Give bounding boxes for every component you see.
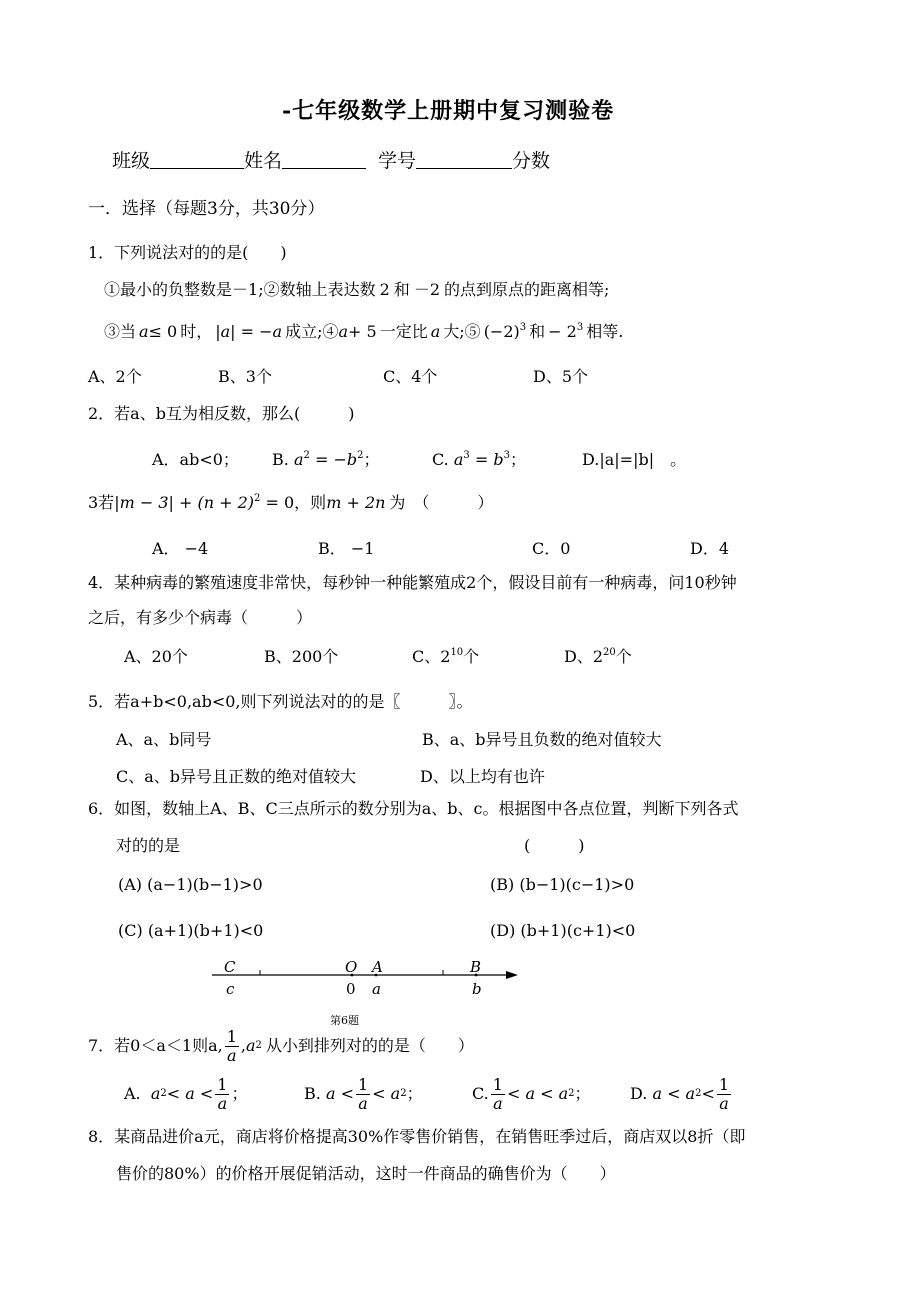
math-var: a: [246, 1036, 256, 1055]
q7-text: ,: [240, 1036, 246, 1055]
question-8-stem-line2: 售价的80%）的价格开展促销活动，这时一件商品的确售价为（ ）: [116, 1164, 616, 1183]
q6-option-c[interactable]: (C) (a+1)(b+1)<0: [118, 921, 264, 940]
option-text: D、2: [564, 647, 604, 666]
math-expr: a < a: [652, 1084, 696, 1103]
question-1-stem: 1．下列说法对的的是( ): [88, 243, 287, 262]
math-expr: <: [701, 1084, 715, 1103]
punct: ；: [574, 1084, 591, 1103]
option-label: B.: [304, 1084, 321, 1103]
q7-option-d[interactable]: D. a < a 2 < $\frac{1}{a}$: [630, 1074, 730, 1113]
question-5-stem: 5．若a+b<0,ab<0,则下列说法对的的是〖 〗。: [88, 692, 473, 711]
q1-math: －2: [413, 280, 440, 299]
option-text: C、2: [412, 647, 451, 666]
class-label: 班级: [112, 150, 151, 172]
q1-text: 一定比: [379, 322, 428, 341]
exponent: 20: [603, 647, 616, 658]
value-0-label: 0: [346, 980, 356, 998]
q3-text: 为 （ ）: [389, 493, 494, 512]
denominator: a: [217, 1093, 228, 1113]
class-blank[interactable]: [150, 150, 244, 169]
math-expr: a <: [325, 1084, 354, 1103]
question-1-statements-a: [104, 279, 609, 301]
exponent: 10: [450, 647, 464, 658]
q1-text: 大;⑤: [443, 322, 481, 341]
q4-option-d[interactable]: [564, 646, 632, 668]
option-label: B.: [272, 450, 289, 469]
question-4-stem-line1: 4．某种病毒的繁殖速度非常快，每秒钟一种能繁殖成2个，假设目前有一种病毒，问10秒钟: [88, 573, 737, 592]
q3-text: 3若: [88, 493, 115, 512]
q1-text: 的点到原点的距离相等;: [444, 280, 610, 299]
exponent: 3: [463, 450, 470, 461]
q1-math: − 2: [548, 322, 577, 341]
option-text: 个: [615, 647, 632, 666]
numerator: 1: [226, 1026, 237, 1046]
exponent: 3: [503, 450, 510, 461]
figure-caption-clip: [330, 1014, 390, 1027]
q1-math: a: [338, 322, 349, 341]
q1-exponent: 3: [519, 322, 527, 333]
math-expr: a: [150, 1084, 161, 1103]
q3-math: m + 2n: [326, 493, 386, 512]
q1-exponent: 3: [576, 322, 584, 333]
q2-option-a[interactable]: A．ab<0；: [152, 450, 239, 469]
figure-caption: 第6题: [330, 1014, 359, 1027]
option-label: C.: [472, 1084, 489, 1103]
name-label: 姓名: [244, 150, 283, 172]
q7-option-a[interactable]: A. a 2 < a < $\frac{1}{a}$ ；: [124, 1074, 248, 1113]
q1-option-b[interactable]: B、3个: [218, 367, 272, 386]
exponent: 2: [303, 450, 310, 461]
numerator: 1: [492, 1074, 503, 1094]
fraction-1-over-a: [491, 1076, 505, 1113]
denominator: a: [227, 1045, 237, 1065]
q7-text: 7．若0＜a＜1则a,: [88, 1036, 223, 1055]
question-4-stem-line2: 之后，有多少个病毒（ ）: [88, 608, 313, 627]
option-label: D.: [630, 1084, 648, 1103]
math-var: a: [293, 450, 304, 469]
point-c-label: C: [224, 958, 236, 976]
fraction-1-over-a: [356, 1076, 370, 1113]
value-a-label: a: [372, 980, 381, 998]
value-c-label: c: [226, 980, 235, 998]
q1-text: 相等.: [586, 322, 624, 341]
option-text: 个: [463, 647, 480, 666]
exponent: 2: [254, 493, 261, 504]
q2-option-c[interactable]: [432, 449, 526, 471]
q5-option-a[interactable]: A、a、b同号: [116, 730, 212, 749]
id-label: 学号: [378, 150, 417, 172]
question-1-statements-b: [104, 321, 623, 343]
q1-math: (−2): [483, 322, 520, 341]
question-6-stem-line1: 6．如图，数轴上A、B、C三点所示的数分别为a、b、c。根据图中各点位置，判断下列各式: [88, 799, 739, 818]
punct: ；: [363, 450, 380, 469]
q1-text: 时，: [180, 322, 213, 341]
q1-math: |a| = −a: [215, 322, 283, 341]
score-label: 分数: [512, 150, 551, 172]
punct: ；: [231, 1084, 248, 1103]
q1-option-a[interactable]: A、2个: [88, 367, 142, 386]
q6-answer-paren: ( ): [524, 836, 585, 855]
fraction-1-over-a: [717, 1076, 731, 1113]
name-blank[interactable]: [282, 150, 366, 169]
q1-math: 2: [379, 280, 390, 299]
q1-text: 和: [393, 280, 410, 299]
numerator: 1: [217, 1074, 228, 1094]
q3-math: = 0: [260, 493, 295, 512]
q3-math: |m − 3| + (n + 2): [114, 493, 255, 512]
q7-text: 从小到排列对的的是（ ）: [265, 1036, 474, 1055]
point-a-label: A: [372, 958, 383, 976]
punct: ；: [406, 1084, 423, 1103]
math-var: a: [453, 450, 464, 469]
question-7-stem: 7．若0＜a＜1则a, $\frac{1}{a}$ , a 2 从小到排列对的的是（ ）: [88, 1026, 474, 1065]
q1-text: ③当: [104, 322, 137, 341]
point-o-label: O: [345, 958, 358, 976]
q5-option-c[interactable]: C、a、b异号且正数的绝对值较大: [116, 767, 357, 786]
page-title: -七年级数学上册期中复习测验卷: [282, 98, 615, 124]
option-label: C.: [432, 450, 449, 469]
q1-text: ①最小的负整数是: [104, 280, 233, 299]
point-b-label: B: [470, 958, 482, 976]
q7-option-c[interactable]: C. $\frac{1}{a}$ < a < a 2 ；: [472, 1074, 591, 1113]
q5-option-b[interactable]: B、a、b异号且负数的绝对值较大: [422, 730, 662, 749]
id-blank[interactable]: [416, 150, 512, 169]
question-8-stem-line1: 8．某商品进价a元，商店将价格提高30%作零售价销售，在销售旺季过后，商店双以8折（即: [88, 1127, 746, 1146]
question-2-stem: 2．若a、b互为相反数，那么( ): [88, 404, 355, 423]
q7-option-b[interactable]: B. a < $\frac{1}{a}$ < a 2 ；: [304, 1074, 423, 1113]
q4-option-a[interactable]: A、20个: [124, 647, 188, 666]
question-3-stem: [88, 492, 493, 514]
fraction-1-over-a: [225, 1028, 239, 1065]
q1-math: a: [139, 322, 149, 341]
denominator: a: [719, 1093, 729, 1113]
exponent: 2: [357, 450, 364, 461]
q2-option-b[interactable]: [272, 449, 379, 471]
q4-option-c[interactable]: [412, 646, 479, 668]
q6-option-d[interactable]: (D) (b+1)(c+1)<0: [490, 921, 636, 940]
q3-text: ，则: [294, 493, 327, 512]
section-heading: 一．选择（每题3分，共30分）: [88, 199, 325, 219]
math-op: = −: [309, 450, 347, 469]
value-b-label: b: [472, 980, 482, 998]
numerator: 1: [718, 1074, 730, 1094]
q1-math: －1: [232, 280, 259, 299]
math-expr: < a: [372, 1084, 401, 1103]
math-op: =: [469, 450, 494, 469]
fraction-1-over-a: [215, 1076, 229, 1113]
math-var: b: [346, 450, 358, 469]
q1-option-d[interactable]: D、5个: [533, 367, 589, 386]
q6-option-b[interactable]: (B) (b−1)(c−1)>0: [490, 875, 635, 894]
q1-text: 成立;④: [285, 322, 339, 341]
q1-option-c[interactable]: C、4个: [383, 367, 438, 386]
q6-option-a[interactable]: (A) (a−1)(b−1)>0: [118, 875, 263, 894]
q3-option-b[interactable]: B． −1: [318, 539, 375, 558]
q3-option-c[interactable]: C．0: [532, 539, 571, 558]
q1-text: 和: [529, 322, 546, 341]
q1-math: a: [430, 322, 441, 341]
q3-option-d[interactable]: D．4: [690, 539, 730, 558]
q5-option-d[interactable]: D、以上均有也许: [420, 767, 545, 786]
numerator: 1: [357, 1074, 369, 1094]
punct: ；: [509, 450, 526, 469]
option-label: A.: [124, 1084, 141, 1103]
denominator: a: [493, 1093, 503, 1113]
q2-option-d[interactable]: D.|a|=|b| 。: [582, 450, 687, 469]
denominator: a: [358, 1093, 368, 1113]
q1-text: ;②数轴上表达数: [258, 280, 376, 299]
q4-option-b[interactable]: B、200个: [264, 647, 339, 666]
student-info-line: [112, 150, 550, 172]
math-var: b: [493, 450, 504, 469]
q1-math: ≤ 0: [148, 322, 178, 341]
question-6-stem-line2: 对的的是: [116, 836, 181, 855]
math-expr: < a < a: [506, 1084, 569, 1103]
q1-math: + 5: [348, 322, 377, 341]
math-expr: < a <: [166, 1084, 214, 1103]
q3-option-a[interactable]: A． −4: [152, 539, 209, 558]
